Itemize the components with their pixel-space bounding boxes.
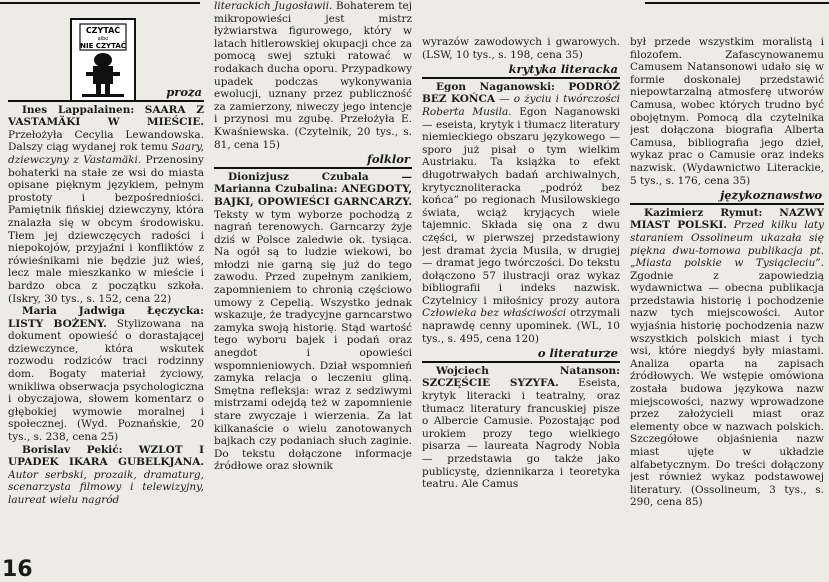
entry-italic: Autor serbski, prozaik, dramaturg, scenarzysta filmowy i telewizyjny, laureat wielu nagród <box>8 468 204 506</box>
entry-author: Kazimierz Rymut: <box>644 206 763 219</box>
continued-text <box>214 0 412 151</box>
entry-title: WZLOT I UPADEK IKARA GUBELKJANA. <box>8 443 204 469</box>
entry-title: SAARA Z VASTAMÄKI W MIEŚCIE. <box>8 103 204 129</box>
entry-italic: Saary, dziewczyny z Vastamäki. <box>8 141 204 166</box>
entry-saara <box>8 104 204 306</box>
entry-italic: Przed kilku laty staraniem Ossolineum ukazała się piękna dwu-tomowa publikacja pt. „Miasta polskie w Tysiącleciu”. <box>630 219 824 270</box>
entry-title: LISTY BOŻENY. <box>8 317 107 330</box>
entry-nazwy-miast <box>630 207 824 509</box>
entry-title: PODRÓŻ BEZ KOŃCA <box>422 80 620 106</box>
logo-line-1: CZYTAĆ <box>85 26 121 35</box>
entry-text: Eseista, krytyk literacki i teatralny, oraz tłumacz literatury francuskiej pisze o Albercie Camusie. Pozostając pod urokiem prozy tego wielkiego pisarza — laureata Nagrody Nobla — przedstawia go także jako publicystę, dziennikarza i teoretyka teatru. Ale Camus <box>422 377 620 491</box>
continued-text: był przede wszystkim moralistą i filozofem. Zafascynowanemu Camusem Natansonowi udało się w formie doskonalej przedstawić niepowtarzalną atmosferę utworów Camusa, wobec których trudno być obojętnym. Pomocą dla czytelnika jest dołączona biografia Alberta Camusa, bibliografia jego dzieł, wykaz prac o Camusie oraz indeks nazwisk. (Wydawnictwo Literackie, 5 tys., s. 176, cena 35) <box>630 36 824 187</box>
top-rule-left <box>0 2 200 4</box>
entry-podroz <box>422 81 620 345</box>
entry-italic: Człowieka bez właściwości <box>422 307 567 320</box>
entry-text: Stylizowana na dokument opowieść o dorastającej dziewczynce, która wskutek rozwodu rodziców traci rodzinny dom. Bogaty materiał życiowy, wnikliwa obserwacja psychologiczna i obyczajowa, słowem komentarz o głębokiej wymowie moralnej i społecznej. (Wyd. Poznańskie, 20 tys., s. 238, cena 25) <box>8 317 204 444</box>
entry-author: Egon Naganowski: <box>436 80 555 93</box>
entry-szczescie <box>422 365 620 491</box>
entry-author: Borislav Pekić: <box>22 443 123 456</box>
entry-text: Egon Naganowski — eseista, krytyk i tłumacz literatury niemieckiego obszaru językowego — sporo już pisał o tym wielkim Austriaku. Ta książka to efekt długotrwałych badań archiwalnych, krytycznoliteracka „podróż bez końca” po regionach Musilowskiego świata, wciąż kryjących wiele tajemnic. Składa się ona z dwu części, w pierwszej przedstawiony jest dramat życia Musila, w drugiej — dramat jego twórczości. Do tekstu dołączono 57 ilustracji oraz wykaz bibliografii i indeks nazwisk. Czytelnicy i miłośnicy prozy autora <box>422 105 620 307</box>
entry-author: Wojciech Natanson: <box>436 364 620 377</box>
entry-author: Maria Jadwiga Łęczycka: <box>22 305 204 318</box>
page-number: 16 <box>2 557 33 582</box>
entry-anegdoty <box>214 171 412 473</box>
column-3 <box>422 36 620 576</box>
column-2 <box>214 0 412 576</box>
top-rule-right <box>645 2 829 4</box>
continued-text: wyrazów zawodowych i gwarowych. (LSW, 10 tys., s. 198, cena 35) <box>422 36 620 61</box>
entry-title: ANEGDOTY, BAJKI, OPOWIEŚCI GARNCARZY. <box>214 183 412 208</box>
column-4 <box>630 36 824 576</box>
entry-author: Ines Lappalainen: <box>22 103 135 116</box>
logo-line-3: NIE CZYTAĆ <box>80 42 126 50</box>
entry-title: NAZWY MIAST POLSKI. <box>630 206 824 232</box>
entry-italic: — o życiu i twórczości Roberta Musila. <box>422 93 620 118</box>
section-heading-krytyka: krytyka literacka <box>422 63 620 79</box>
section-heading-jezykoznawstwo: językoznawstwo <box>630 189 824 205</box>
entry-text: otrzymali naprawdę cenny upominek. (WL, 10 tys., s. 495, cena 120) <box>422 307 620 345</box>
entry-text: Bohaterem tej mikropowieści jest mistrz łyżwiarstwa figurowego, który w latach hitlerowskiej okupacji chce za pomocą swej sztuki ratować w rodakach ducha oporu. Przypadkowy upadek podczas wykonywania ewolucji, uznany przez publiczność za zamierzony, niweczy jego intencje i przynosi mu zgubę. Przełożyła E. Kwaśniewska. (Czytelnik, 20 tys., s. 81, cena 15) <box>214 0 412 151</box>
entry-text: Teksty w tym wyborze pochodzą z nagrań terenowych. Garncarzy żyje dziś w Polsce zaledwie ok. tysiąca. Na ogół są to ludzie wiekowi, bo młodzi nie garną się już do tego zawodu. Przed zupełnym zanikiem, zapomnieniem to chronią częściowo umowy z Cepelią. Wszystko jednak wskazuje, że tradycyjne garncarstwo zamyka swoją historię. Stąd wartość tego wyboru bajek i podań oraz anegdot i opowieści wspomnieniowych. Dział wspomnień zamyka relacja o leczeniu gliną. Smętna refleksja: wraz z sedziwymi mistrzami odejdą też w zapomnienie stare zwyczaje i wierzenia. Za lat kilkanaście o wielu zanotowanych bajkach czy podaniach słuch zaginie. Do tekstu dołączone informacje źródłowe oraz słownik <box>214 208 412 473</box>
logo-line-2: albo <box>97 36 109 42</box>
entry-listy-bozeny <box>8 305 204 444</box>
section-heading-folklor: folklor <box>214 153 412 169</box>
entry-wzlot <box>8 444 204 507</box>
entry-text: Zgodnie z zapowiedzią wydawnictwa — obecna publikacja przedstawia historię i pochodzenie nazw tych miejscowości. Autor wyjaśnia historię pochodzenia nazw wszystkich polskich miast i tych wsi, które niegdyś były miastami. Analiza oparta na zapisach źródłowych. We wstępie omówiona została budowa językowa nazw miejscowości, nazwy wprowadzone przez założycieli miast oraz elementy obce w nazwach polskich. Szczegółowe objaśnienia nazw miast ujęte w układzie alfabetycznym. Do treści dołączony jest również wykaz podstawowej literatury. (Ossolineum, 3 tys., s. 290, cena 85) <box>630 269 824 509</box>
section-heading-o-literaturze: o literaturze <box>422 347 620 363</box>
entry-title: SZCZĘŚCIE SYZYFA. <box>422 377 559 390</box>
entry-text: Przełożyła Cecylia Lewandowska. Dalszy ciąg wydanej rok temu <box>8 128 204 154</box>
section-heading-proza: proza <box>8 86 204 102</box>
entry-text: Przenosiny bohaterki na stałe ze wsi do miasta opisane pięknym językiem, pełnym prostoty i bezpośredniości. Pamiętnik fińskiej dziewczyny, która znalazła się w obcym środowisku. Tłem jej dziewczęcych radości i niepokojów, przyjaźni i konfliktów z rówieśnikami nie będzie już wieś, lecz male mieszkanko w mieście i bardzo obca z początku szkoła. (Iskry, 30 tys., s. 152, cena 22) <box>8 153 204 305</box>
entry-italic: literackich Jugosławii. <box>214 0 333 12</box>
entry-author: Dionizjusz Czubala — Marianna Czubalina: <box>214 170 412 196</box>
column-1 <box>8 84 204 576</box>
